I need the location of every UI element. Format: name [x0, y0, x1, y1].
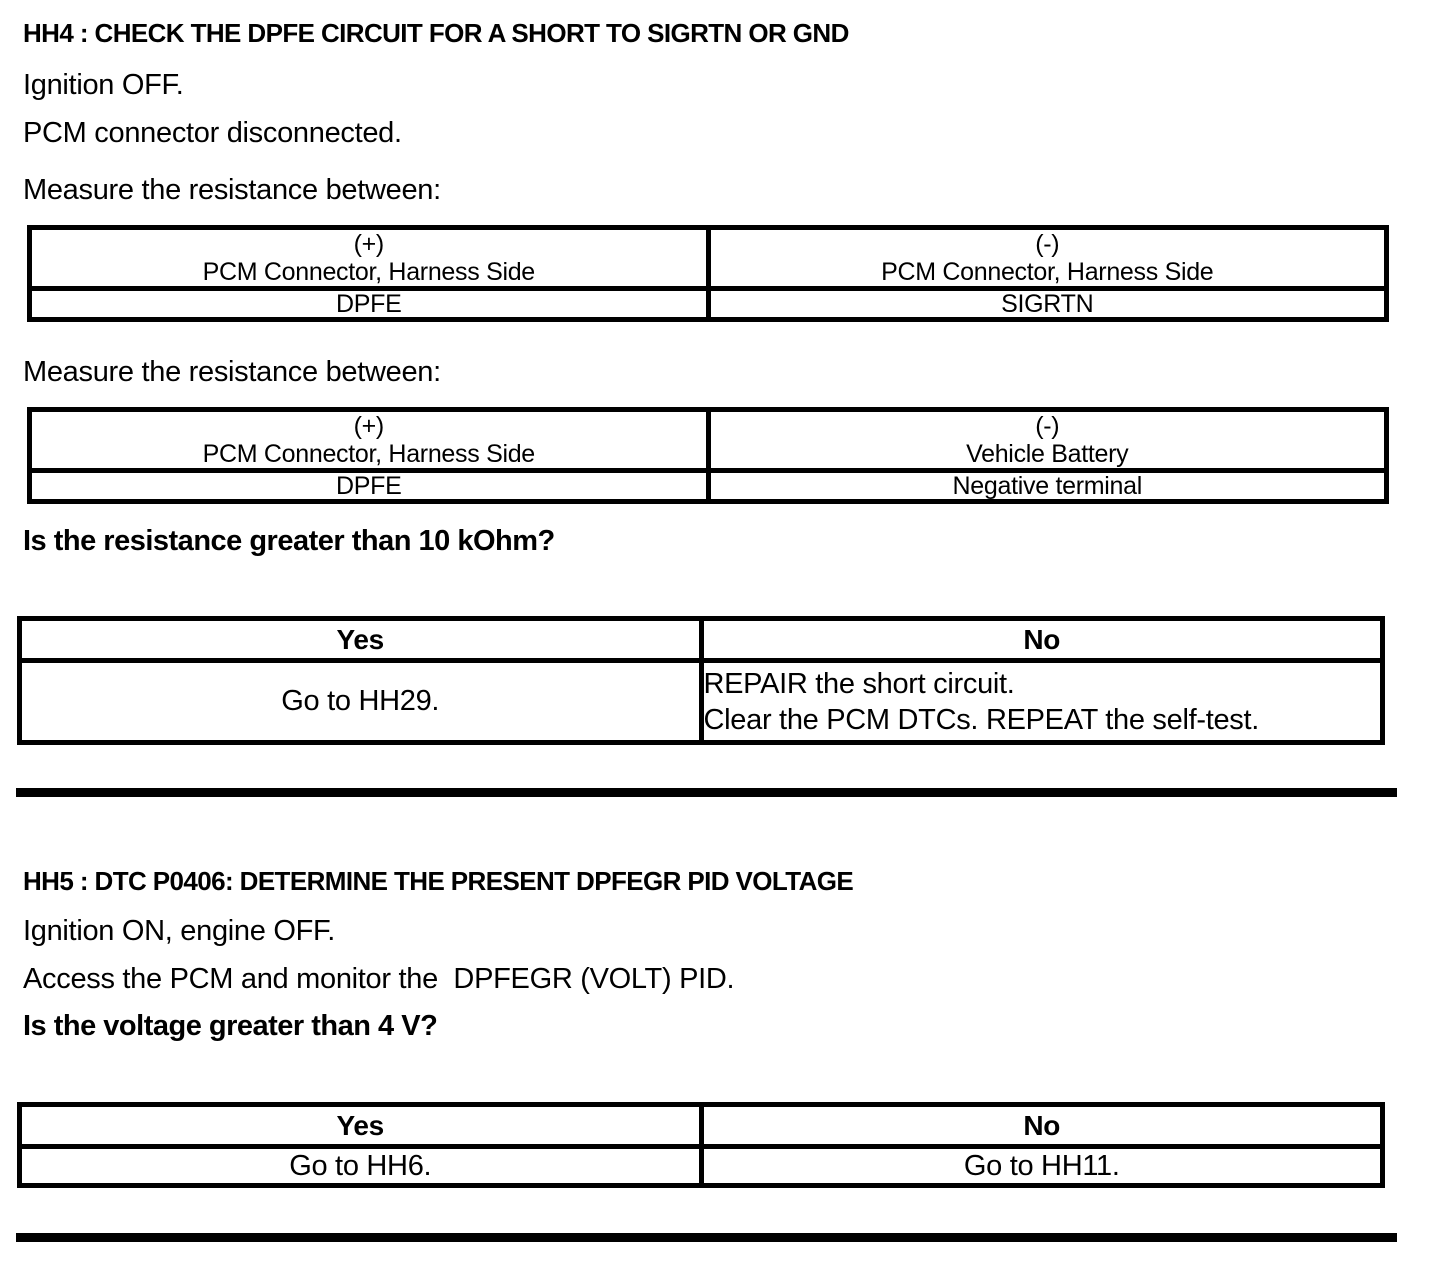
hh4-question: Is the resistance greater than 10 kOhm?	[23, 525, 555, 557]
no-action-line-2: Clear the PCM DTCs. REPEAT the self-test.	[703, 703, 1260, 736]
minus-sign: (-)	[1035, 412, 1060, 440]
hh5-instruction-access-pcm: Access the PCM and monitor the DPFEGR (VOLT) PID.	[23, 963, 735, 995]
plus-terminal-header	[30, 228, 709, 289]
decision-row	[20, 1147, 1383, 1186]
plus-source-label: PCM Connector, Harness Side	[202, 258, 535, 286]
hh5-instruction-ignition: Ignition ON, engine OFF.	[23, 915, 335, 947]
plus-sign: (+)	[353, 230, 384, 258]
plus-source-label: PCM Connector, Harness Side	[202, 440, 535, 468]
hh4-measurement-table-2	[27, 407, 1389, 504]
hh4-measure1-label: Measure the resistance between:	[23, 174, 441, 206]
hh5-decision-table	[17, 1102, 1385, 1188]
plus-sign: (+)	[353, 412, 384, 440]
table-row	[30, 289, 1387, 320]
yes-action-cell: Go to HH29.	[20, 661, 702, 743]
section-hh4	[0, 18, 1440, 745]
table-row	[30, 471, 1387, 502]
hh4-section-title: HH4 : CHECK THE DPFE CIRCUIT FOR A SHORT TO SIGRTN OR GND	[23, 18, 849, 48]
hh4-decision-table	[17, 616, 1385, 745]
hh4-instruction-ignition: Ignition OFF.	[23, 69, 184, 101]
no-column-header: No	[701, 619, 1383, 661]
decision-header-row	[20, 619, 1383, 661]
hh5-section-title: HH5 : DTC P0406: DETERMINE THE PRESENT DPFEGR PID VOLTAGE	[23, 866, 854, 896]
decision-header-row	[20, 1105, 1383, 1147]
table-header-row	[30, 228, 1387, 289]
yes-column-header: Yes	[20, 1105, 702, 1147]
hh4-measurement-table-1	[27, 225, 1389, 322]
page-bottom-rule	[16, 1233, 1397, 1242]
no-column-header: No	[701, 1105, 1383, 1147]
plus-pin-cell: DPFE	[30, 289, 709, 320]
minus-pin-cell: Negative terminal	[708, 471, 1387, 502]
section-divider-rule	[16, 788, 1397, 797]
plus-terminal-header	[30, 410, 709, 471]
no-action-line-1: REPAIR the short circuit.	[703, 667, 1015, 700]
hh5-question: Is the voltage greater than 4 V?	[23, 1010, 438, 1042]
hh4-instruction-pcm-disconnected: PCM connector disconnected.	[23, 117, 402, 149]
minus-source-label: Vehicle Battery	[966, 440, 1129, 468]
yes-column-header: Yes	[20, 619, 702, 661]
section-hh5	[0, 866, 1440, 1188]
no-action-cell: Go to HH11.	[701, 1147, 1383, 1186]
no-action-cell	[701, 661, 1383, 743]
hh4-measure2-label: Measure the resistance between:	[23, 356, 441, 388]
minus-sign: (-)	[1035, 230, 1060, 258]
minus-source-label: PCM Connector, Harness Side	[881, 258, 1214, 286]
yes-action-cell: Go to HH6.	[20, 1147, 702, 1186]
table-header-row	[30, 410, 1387, 471]
minus-terminal-header	[708, 228, 1387, 289]
minus-pin-cell: SIGRTN	[708, 289, 1387, 320]
decision-row	[20, 661, 1383, 743]
plus-pin-cell: DPFE	[30, 471, 709, 502]
minus-terminal-header	[708, 410, 1387, 471]
